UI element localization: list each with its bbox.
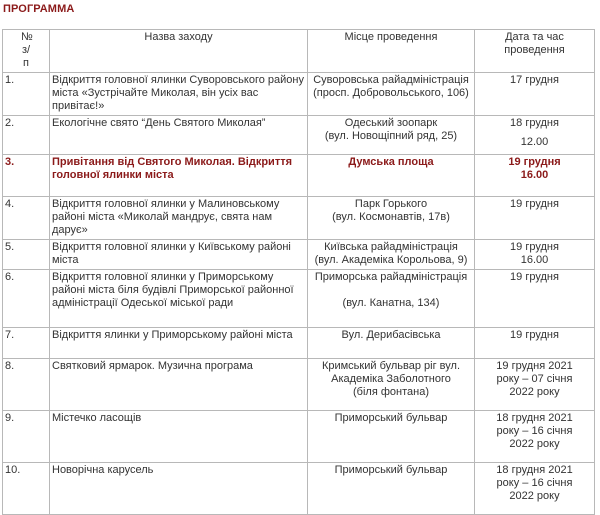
table-row [3,270,595,328]
event-name: Відкриття головної ялинки Суворовського району міста «Зустрічайте Миколая, він усіх вас привітає!» [50,73,308,116]
time-text: 16.00 [520,254,549,266]
event-place [308,359,475,411]
event-date [475,73,595,116]
event-date [475,328,595,359]
place-name: Приморська райадміністрація [314,271,468,283]
date-text: 19 грудня [510,241,559,253]
table-row [3,359,595,411]
event-date [475,463,595,515]
table-row [3,155,595,197]
column-header-name: Назва заходу [50,30,308,73]
date-text: 19 грудня [508,156,561,168]
place-name: Вул. Дерибасівська [341,329,441,341]
table-row [3,116,595,155]
column-header-num: № з/п [3,30,50,73]
event-date [475,359,595,411]
row-number: 9. [3,411,50,463]
place-name: Приморський бульвар [334,412,448,424]
place-name: Парк Горького [354,198,428,210]
place-address: (вул. Новощіпний ряд, 25) [324,130,458,142]
date-text: 19 грудня [510,329,559,341]
place-name: Приморський бульвар [334,464,448,476]
event-date [475,155,595,197]
event-name: Новорічна карусель [50,463,308,515]
event-place [308,411,475,463]
row-number: 1. [3,73,50,116]
event-name: Привітання від Святого Миколая. Відкриття головної ялинки міста [50,155,308,197]
event-name: Відкриття ялинки у Приморському районі міста [50,328,308,359]
table-header-row [3,30,595,73]
date-text: 19 грудня [510,271,559,283]
time-text: 12.00 [520,136,549,148]
event-name: Святковий ярмарок. Музична програма [50,359,308,411]
event-place [308,197,475,240]
event-place [308,155,475,197]
event-name: Відкриття головної ялинки у Приморському районі міста біля будівлі Приморської районної адміністрації Одеської міської ради [50,270,308,328]
place-name: Думська площа [348,156,434,168]
place-name: Одеський зоопарк [344,117,438,129]
date-text: 19 грудня 2021 року – 07 січня 2022 року [496,360,573,398]
column-header-date: Дата та час проведення [475,30,595,73]
event-date [475,270,595,328]
row-number: 3. [3,155,50,197]
row-number: 7. [3,328,50,359]
row-number: 5. [3,240,50,270]
event-name: Містечко ласощів [50,411,308,463]
place-name: Суворовська райадміністрація [313,74,469,86]
row-number: 10. [3,463,50,515]
page-title: ПРОГРАММА [3,3,75,15]
event-date [475,240,595,270]
event-place [308,240,475,270]
table-row [3,240,595,270]
date-text: 19 грудня [510,198,559,210]
table-row [3,73,595,116]
program-table [2,29,595,515]
place-address: (просп. Добровольського, 106) [313,87,469,99]
event-date [475,116,595,155]
place-address: (біля фонтана) [353,386,429,398]
event-name: Екологічне свято “День Святого Миколая” [50,116,308,155]
place-address: (вул. Академіка Корольова, 9) [314,254,468,266]
event-place [308,463,475,515]
table-row [3,463,595,515]
event-place [308,73,475,116]
event-name: Відкриття головної ялинки у Малиновському районі міста «Миколай мандрує, свята нам дарує» [50,197,308,240]
place-name: Кримський бульвар ріг вул. Академіка Заболотного [321,360,461,385]
event-place [308,328,475,359]
column-header-place: Місце проведення [308,30,475,73]
table-row [3,411,595,463]
time-text: 16.00 [520,169,549,181]
event-date [475,197,595,240]
event-place [308,270,475,328]
table-row [3,197,595,240]
place-address: (вул. Канатна, 134) [342,297,440,309]
date-text: 18 грудня 2021 року – 16 січня 2022 року [496,464,573,502]
date-text: 18 грудня 2021 року – 16 січня 2022 року [496,412,573,450]
row-number: 4. [3,197,50,240]
table-row [3,328,595,359]
row-number: 6. [3,270,50,328]
event-date [475,411,595,463]
row-number: 2. [3,116,50,155]
event-place [308,116,475,155]
row-number: 8. [3,359,50,411]
date-text: 18 грудня [510,117,559,129]
date-text: 17 грудня [510,74,559,86]
event-name: Відкриття головної ялинки у Київському районі міста [50,240,308,270]
place-name: Київська райадміністрація [324,241,458,253]
place-address: (вул. Космонавтів, 17в) [332,211,450,223]
